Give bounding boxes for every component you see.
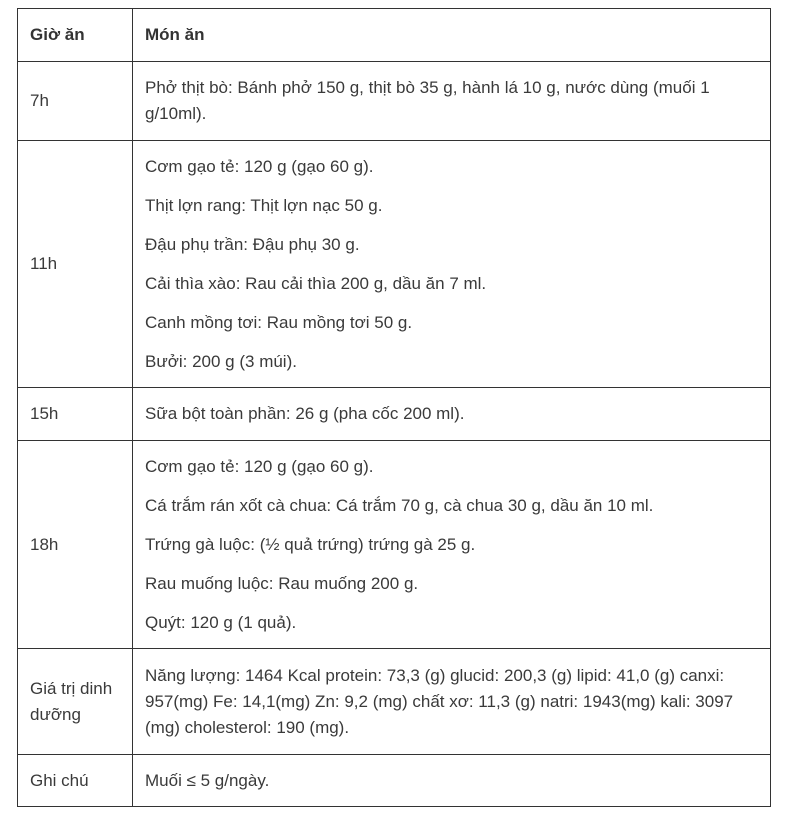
table-row-7h <box>18 62 771 141</box>
dish-item: Bưởi: 200 g (3 múi). <box>145 351 297 371</box>
meal-time: 18h <box>18 441 133 649</box>
dish-item: Cơm gạo tẻ: 120 g (gạo 60 g). <box>145 156 374 176</box>
meal-time: 15h <box>18 388 133 441</box>
meal-time: 11h <box>18 141 133 388</box>
dish-item: Rau muống luộc: Rau muống 200 g. <box>145 573 419 593</box>
meal-plan-table <box>17 8 771 807</box>
meal-plan-container <box>17 8 770 807</box>
dish-item: Thịt lợn rang: Thịt lợn nạc 50 g. <box>145 195 383 215</box>
table-header-row <box>18 9 771 62</box>
dish-item: Đậu phụ trần: Đậu phụ 30 g. <box>145 234 360 254</box>
nutrition-values: Năng lượng: 1464 Kcal protein: 73,3 (g) glucid: 200,3 (g) lipid: 41,0 (g) canxi: 957(mg) Fe: 14,1(mg) Zn: 9,2 (mg) chất xơ: 11,3 (g) natri: 1943(mg) kali: 3097 (mg) cholesterol: 190 (mg). <box>133 649 771 755</box>
meal-time: 7h <box>18 62 133 141</box>
dish-item: Cơm gạo tẻ: 120 g (gạo 60 g). <box>145 456 374 476</box>
table-row-nutrition <box>18 649 771 755</box>
nutrition-label: Giá trị dinh dưỡng <box>18 649 133 755</box>
table-row-11h <box>18 141 771 388</box>
note-label: Ghi chú <box>18 755 133 807</box>
dish-item: Quýt: 120 g (1 quả). <box>145 612 297 632</box>
table-row-15h <box>18 388 771 441</box>
header-time: Giờ ăn <box>18 9 133 62</box>
dish-item: Trứng gà luộc: (½ quả trứng) trứng gà 25 g. <box>145 534 476 554</box>
dish-item: Cải thìa xào: Rau cải thìa 200 g, dầu ăn 7 ml. <box>145 273 487 293</box>
dish-item: Cá trắm rán xốt cà chua: Cá trắm 70 g, cà chua 30 g, dầu ăn 10 ml. <box>145 495 654 515</box>
meal-dishes <box>133 441 771 649</box>
meal-dishes <box>133 141 771 388</box>
dish-item: Canh mồng tơi: Rau mồng tơi 50 g. <box>145 312 413 332</box>
meal-dishes: Sữa bột toàn phần: 26 g (pha cốc 200 ml). <box>133 388 771 441</box>
header-dishes: Món ăn <box>133 9 771 62</box>
note-text: Muối ≤ 5 g/ngày. <box>133 755 771 807</box>
meal-dishes: Phở thịt bò: Bánh phở 150 g, thịt bò 35 g, hành lá 10 g, nước dùng (muối 1 g/10ml). <box>133 62 771 141</box>
table-row-note <box>18 755 771 807</box>
table-row-18h <box>18 441 771 649</box>
